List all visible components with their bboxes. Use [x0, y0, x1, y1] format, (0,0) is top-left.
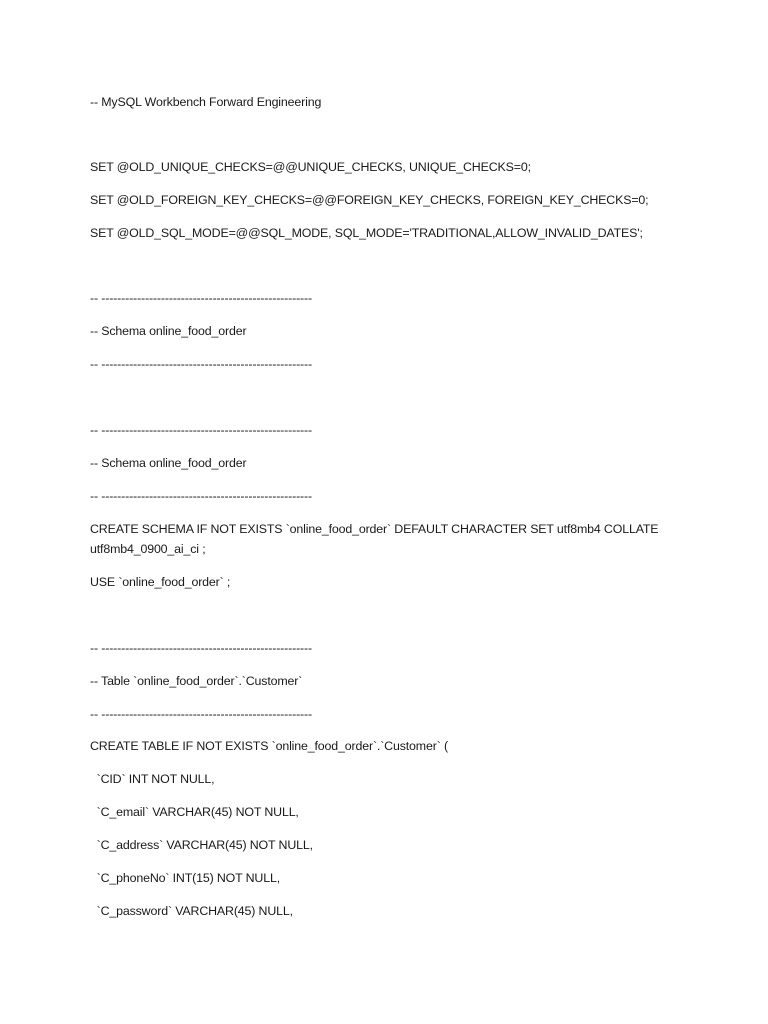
- use-schema-statement: USE `online_food_order` ;: [90, 575, 231, 589]
- set-sql-mode-line: SET @OLD_SQL_MODE=@@SQL_MODE, SQL_MODE='TRADITIONAL,ALLOW_INVALID_DATES';: [90, 226, 643, 240]
- comment-divider: -- -----------------------------------------------------: [90, 641, 312, 655]
- column-definition: `CID` INT NOT NULL,: [90, 772, 215, 786]
- column-definition: `C_phoneNo` INT(15) NOT NULL,: [90, 871, 281, 885]
- column-definition: `C_password` VARCHAR(45) NULL,: [90, 904, 293, 918]
- comment-header: -- MySQL Workbench Forward Engineering: [90, 95, 322, 109]
- comment-divider: -- -----------------------------------------------------: [90, 291, 312, 305]
- comment-schema: -- Schema online_food_order: [90, 324, 247, 338]
- set-unique-checks-line: SET @OLD_UNIQUE_CHECKS=@@UNIQUE_CHECKS, UNIQUE_CHECKS=0;: [90, 160, 531, 174]
- comment-divider: -- -----------------------------------------------------: [90, 489, 312, 503]
- comment-schema: -- Schema online_food_order: [90, 456, 247, 470]
- column-definition: `C_address` VARCHAR(45) NOT NULL,: [90, 838, 313, 852]
- comment-table: -- Table `online_food_order`.`Customer`: [90, 674, 303, 688]
- set-foreign-key-checks-line: SET @OLD_FOREIGN_KEY_CHECKS=@@FOREIGN_KEY_CHECKS, FOREIGN_KEY_CHECKS=0;: [90, 193, 649, 207]
- create-schema-statement: CREATE SCHEMA IF NOT EXISTS `online_food_order` DEFAULT CHARACTER SET utf8mb4 COLLATE utf8mb4_0900_ai_ci ;: [90, 522, 662, 556]
- column-definition: `C_email` VARCHAR(45) NOT NULL,: [90, 805, 299, 819]
- comment-divider: -- -----------------------------------------------------: [90, 707, 312, 721]
- comment-divider: -- -----------------------------------------------------: [90, 357, 312, 371]
- create-table-statement: CREATE TABLE IF NOT EXISTS `online_food_order`.`Customer` (: [90, 739, 448, 753]
- comment-divider: -- -----------------------------------------------------: [90, 423, 312, 437]
